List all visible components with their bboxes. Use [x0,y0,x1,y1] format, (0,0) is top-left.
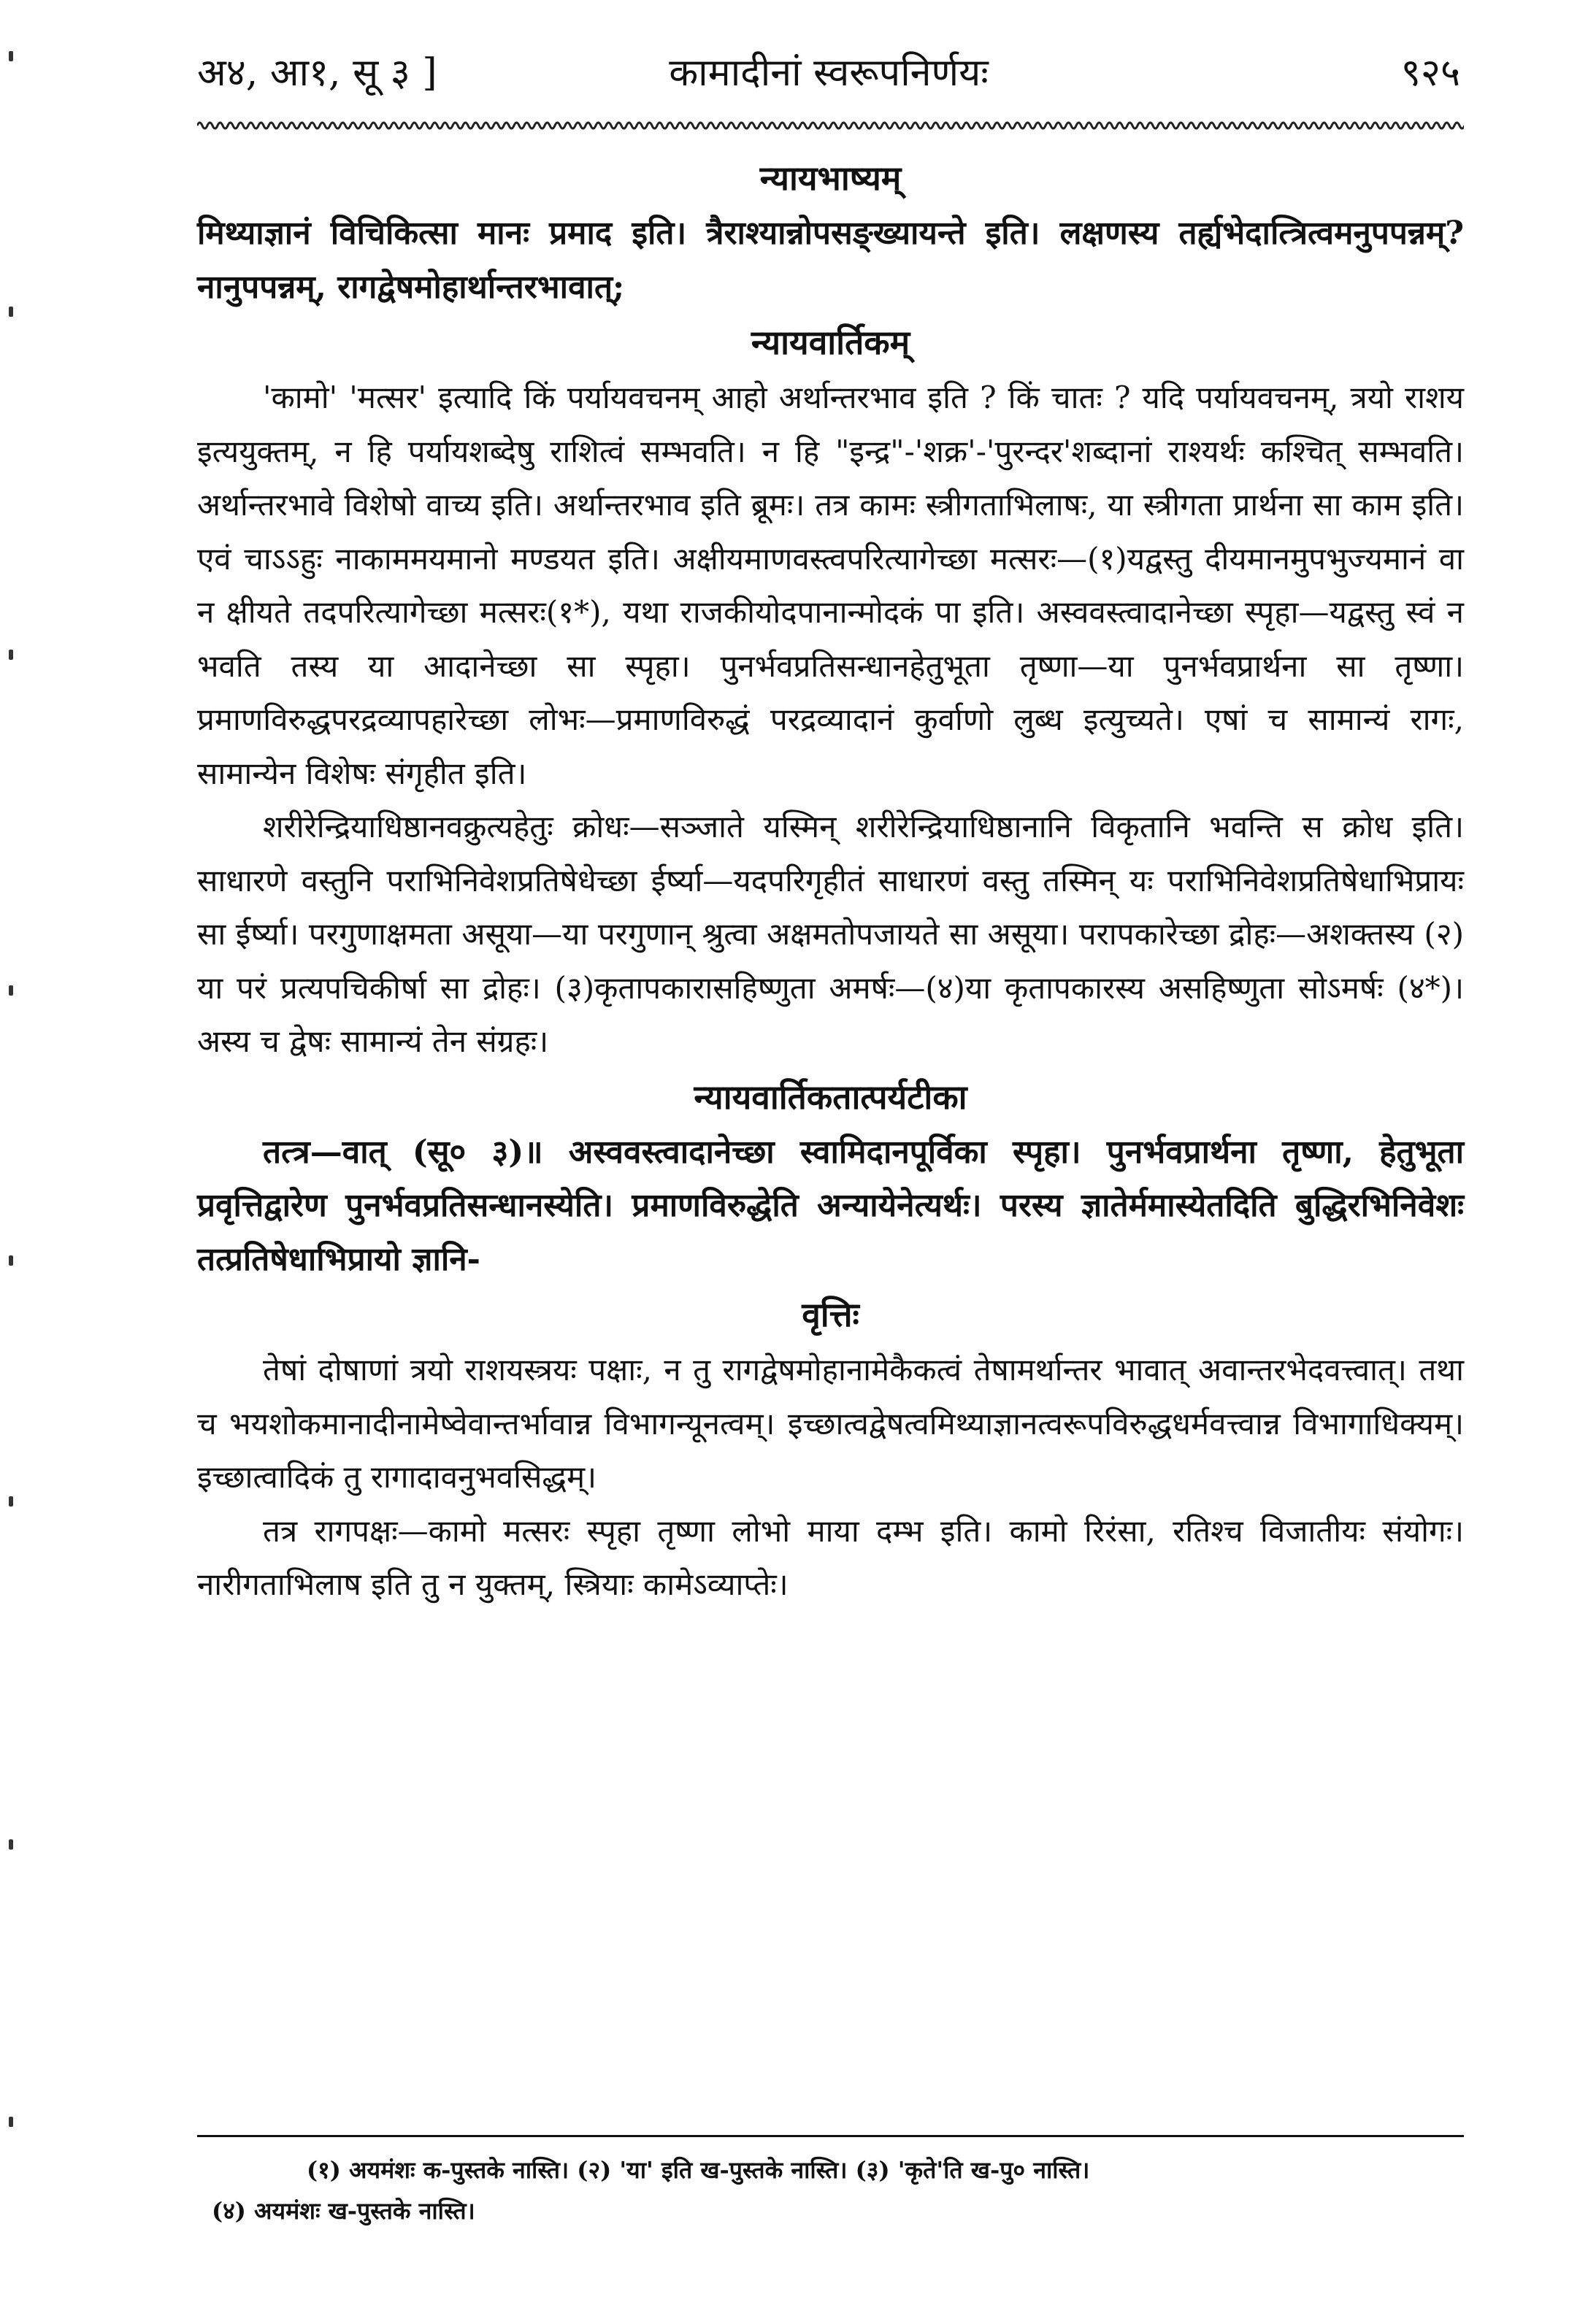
tatparyatika-text: तत्त्र—वात् (सू० ३)॥ अस्ववस्त्वादानेच्छा स्वामिदानपूर्विका स्पृहा। पुनर्भवप्रार्थना तृष्णा, हेतुभूता प्रवृत्तिद्वारेण पुनर्भवप्रतिसन्धानस्येति। प्रमाणविरुद्धेति अन्यायेनेत्यर्थः। परस्य ज्ञातेर्ममास्येतदिति बुद्धिरभिनिवेशः तत्प्रतिषेधाभिप्रायो ज्ञानि- [197,1133,1464,1278]
footnote-line-1: (१) अयमंशः क-पुस्तके नास्ति। (२) 'या' इति ख-पुस्तके नास्ति। (३) 'कृते'ति ख-पु० नास्ति। [307,2156,1090,2184]
footnote-line-2: (४) अयमंशः ख-पुस्तके नास्ति। [212,2197,475,2225]
nyayavartika-paragraph-1: 'कामो' 'मत्सर' इत्यादि किं पर्यायवचनम् आहो अर्थान्तरभाव इति ? किं चातः ? यदि पर्यायवचनम्, त्रयो राशय इत्ययुक्तम्, न हि पर्यायशब्देषु राशित्वं सम्भवति। न हि "इन्द्र"-'शक्र'-'पुरन्दर'शब्दानां राश्यर्थः कश्चित् सम्भवति। अर्थान्तरभावे विशेषो वाच्य इति। अर्थान्तरभाव इति ब्रूमः। तत्र कामः स्त्रीगताभिलाषः, या स्त्रीगता प्रार्थना सा काम इति। एवं चाऽऽहुः नाकाममयमानो मण्डयत इति। अक्षीयमाणवस्त्वपरित्यागेच्छा मत्सरः—(१)यद्वस्तु दीयमानमुपभुज्यमानं वा न क्षीयते तदपरित्यागेच्छा मत्सरः(१*), यथा राजकीयोदपानान्मोदकं पा इति। अस्ववस्त्वादानेच्छा स्पृहा—यद्वस्तु स्वं न भवति तस्य या आदानेच्छा सा स्पृहा। पुनर्भवप्रतिसन्धानहेतुभूता तृष्णा—या पुनर्भवप्रार्थना सा तृष्णा। प्रमाणविरुद्धपरद्रव्यापहारेच्छा लोभः—प्रमाणविरुद्धं परद्रव्यादानं कुर्वाणो लुब्ध इत्युच्यते। एषां च सामान्यं रागः, सामान्येन विशेषः संगृहीत इति। [197,380,1464,791]
wavy-header-rule [197,117,1464,134]
scan-edge-marks [9,0,20,2324]
footnotes [197,2150,1464,2231]
running-title: कामादीनां स्वरूपनिर्णयः [669,51,989,95]
vritti-paragraph-1: तेषां दोषाणां त्रयो राशयस्त्रयः पक्षाः, न तु रागद्वेषमोहानामेकैकत्वं तेषामर्थान्तर भावात् अवान्तरभेदवत्त्वात्। तथा च भयशोकमानादीनामेष्वेवान्तर्भावान्न विभागन्यूनत्वम्। इच्छात्वद्वेषत्वमिथ्याज्ञानत्वरूपविरुद्धधर्मवत्त्वान्न विभागाधिक्यम्। इच्छात्वादिकं तु रागादावनुभवसिद्धम्। [197,1352,1464,1495]
running-header [197,40,1460,106]
nyayabhashya-text: मिथ्याज्ञानं विचिकित्सा मानः प्रमाद इति। त्रैराश्यान्नोपसङ्ख्यायन्ते इति। लक्षणस्य तर्ह्यभेदात्त्रित्वमनुपपन्नम्? नानुपपन्नम्, रागद्वेषमोहार्थान्तरभावात्; [197,215,1464,306]
section-heading-vritti: वृत्तिः [802,1295,859,1334]
page-number: ९२५ [1400,51,1460,95]
section-heading-nyayabhashya: न्यायभाष्यम् [759,158,902,198]
section-heading-tatparyatika: न्यायवार्तिकतात्पर्यटीका [694,1077,967,1117]
footnote-rule [197,2135,1464,2137]
nyayavartika-paragraph-2: शरीरेन्द्रियाधिष्ठानवक्रुत्यहेतुः क्रोधः—सञ्जाते यस्मिन् शरीरेन्द्रियाधिष्ठानानि विकृतानि भवन्ति स क्रोध इति। साधारणे वस्तुनि पराभिनिवेशप्रतिषेधेच्छा ईर्ष्या—यदपरिगृहीतं साधारणं वस्तु तस्मिन् यः पराभिनिवेशप्रतिषेधाभिप्रायः सा ईर्ष्या। परगुणाक्षमता असूया—या परगुणान् श्रुत्वा अक्षमतोपजायते सा असूया। परापकारेच्छा द्रोहः—अशक्तस्य (२) या परं प्रत्यपचिकीर्षा सा द्रोहः। (३)कृतापकारासहिष्णुता अमर्षः—(४)या कृतापकारस्य असहिष्णुता सोऽमर्षः (४*)। अस्य च द्वेषः सामान्यं तेन संग्रहः। [197,809,1464,1059]
chapter-reference: अ४, आ१, सू ३ ] [197,51,437,95]
page-content [197,150,1464,1612]
section-heading-nyayavartika: न्यायवार्तिकम् [751,323,910,362]
vritti-paragraph-2: तत्र रागपक्षः—कामो मत्सरः स्पृहा तृष्णा लोभो माया दम्भ इति। कामो रिरंसा, रतिश्च विजातीयः संयोगः। नारीगताभिलाष इति तु न युक्तम्, स्त्रियाः कामेऽव्याप्तेः। [197,1512,1464,1602]
